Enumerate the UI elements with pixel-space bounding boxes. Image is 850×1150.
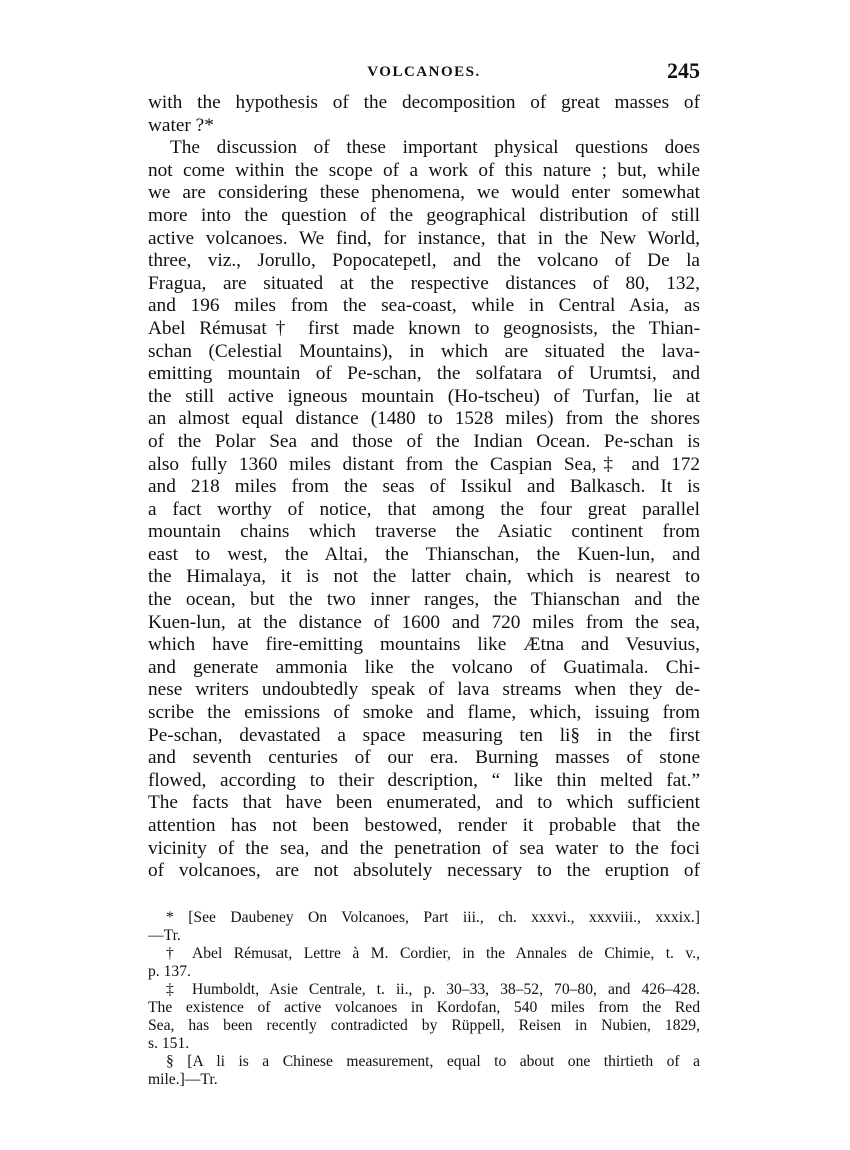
text-line: scribe the emissions of smoke and flame, which, issuing from xyxy=(148,702,700,724)
text-line: also fully 1360 miles distant from the Caspian Sea,‡ and 172 xyxy=(148,453,700,475)
text-line: The facts that have been enumerated, and to which sufficient xyxy=(148,792,700,814)
text-line: Pe-schan, devastated a space measuring ten li§ in the first xyxy=(148,724,700,746)
text-line: of the Polar Sea and those of the Indian Ocean. Pe-schan is xyxy=(148,430,700,452)
text-line: we are considering these phenomena, we would enter somewhat xyxy=(148,182,700,204)
text-line: active volcanoes. We find, for instance, that in the New World, xyxy=(148,227,700,249)
text-line: east to west, the Altai, the Thianschan, the Kuen-lun, and xyxy=(148,543,700,565)
text-line: three, viz., Jorullo, Popocatepetl, and the volcano of De la xyxy=(148,250,700,272)
text-line: which have fire-emitting mountains like Ætna and Vesuvius, xyxy=(148,634,700,656)
text-line: and seventh centuries of our era. Burning masses of stone xyxy=(148,747,700,769)
text-line: mountain chains which traverse the Asiatic continent from xyxy=(148,521,700,543)
footnotes xyxy=(148,909,700,1089)
footnote-line: § [A li is a Chinese measurement, equal to about one thirtieth of a xyxy=(166,1052,700,1070)
footnote-line: † Abel Rémusat, Lettre à M. Cordier, in the Annales de Chimie, t. v., xyxy=(166,944,700,962)
page-number: 245 xyxy=(667,58,700,83)
text-line: The discussion of these important physical questions does xyxy=(170,137,700,159)
footnote-line: Sea, has been recently contradicted by Rüppell, Reisen in Nubien, 1829, xyxy=(148,1016,700,1034)
text-line: schan (Celestial Mountains), in which are situated the lava- xyxy=(148,340,700,362)
text-line: Kuen-lun, at the distance of 1600 and 720 miles from the sea, xyxy=(148,611,700,633)
chapter-title: VOLCANOES. xyxy=(367,64,481,80)
text-line: not come within the scope of a work of this nature ; but, while xyxy=(148,159,700,181)
text-line: with the hypothesis of the decomposition of great masses of xyxy=(148,92,700,113)
text-line: vicinity of the sea, and the penetration of sea water to the foci xyxy=(148,837,700,859)
text-line: the Himalaya, it is not the latter chain, which is nearest to xyxy=(148,566,700,588)
footnote-line: s. 151. xyxy=(148,1034,190,1052)
footnote-line: mile.]—Tr. xyxy=(148,1070,218,1088)
text-line: water ?* xyxy=(148,114,214,136)
text-line: an almost equal distance (1480 to 1528 miles) from the shores xyxy=(148,408,700,430)
footnote-line: p. 137. xyxy=(148,962,191,980)
text-line: nese writers undoubtedly speak of lava streams when they de- xyxy=(148,679,700,701)
book-page xyxy=(148,58,700,1089)
body-text xyxy=(148,92,700,883)
text-line: and generate ammonia like the volcano of Guatimala. Chi- xyxy=(148,656,700,678)
footnote-line: ‡ Humboldt, Asie Centrale, t. ii., p. 30–33, 38–52, 70–80, and 426–428. xyxy=(166,980,700,998)
footnote-line: The existence of active volcanoes in Kordofan, 540 miles from the Red xyxy=(148,998,700,1016)
text-line: and 196 miles from the sea-coast, while in Central Asia, as xyxy=(148,295,700,317)
text-line: the ocean, but the two inner ranges, the Thianschan and the xyxy=(148,589,700,611)
text-line: flowed, according to their description, “ like thin melted fat.” xyxy=(148,769,700,791)
footnote-line: —Tr. xyxy=(148,926,181,944)
running-head xyxy=(148,58,700,92)
footnote-line: * [See Daubeney On Volcanoes, Part iii., ch. xxxvi., xxxviii., xxxix.] xyxy=(166,908,700,926)
text-line: attention has not been bestowed, render it probable that the xyxy=(148,815,700,836)
text-line: the still active igneous mountain (Ho-tscheu) of Turfan, lie at xyxy=(148,385,700,407)
text-line: a fact worthy of notice, that among the four great parallel xyxy=(148,498,700,520)
text-line: Fragua, are situated at the respective distances of 80, 132, xyxy=(148,272,700,294)
text-line: more into the question of the geographical distribution of still xyxy=(148,204,700,226)
text-line: and 218 miles from the seas of Issikul and Balkasch. It is xyxy=(148,476,700,498)
text-line: emitting mountain of Pe-schan, the solfatara of Urumtsi, and xyxy=(148,363,700,385)
text-line: Abel Rémusat† first made known to geognosists, the Thian- xyxy=(148,317,700,339)
text-line: of volcanoes, are not absolutely necessary to the eruption of xyxy=(148,860,700,882)
